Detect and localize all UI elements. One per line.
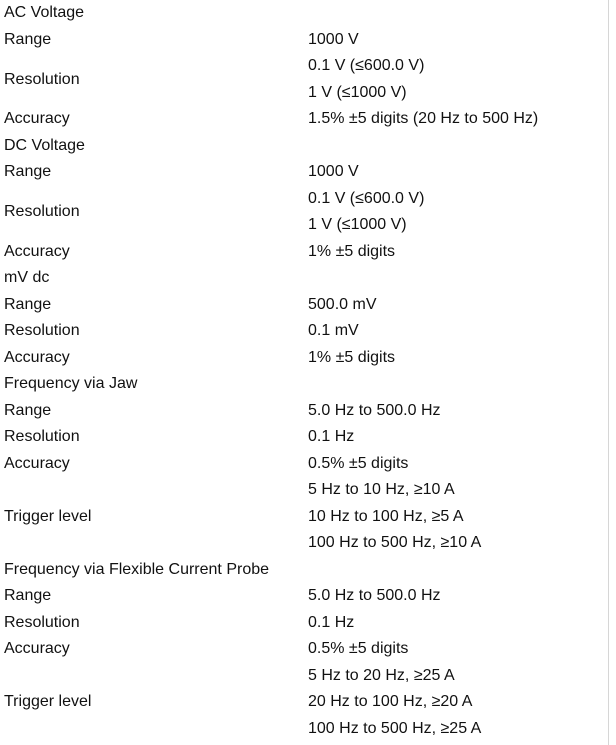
section-header-row <box>0 0 608 27</box>
spec-value: 0.1 V (≤600.0 V) <box>308 57 425 75</box>
spec-label: Range <box>4 401 52 419</box>
section-title: AC Voltage <box>4 4 85 22</box>
spec-label: Range <box>4 587 52 605</box>
spec-row <box>0 292 608 319</box>
spec-row <box>0 398 608 425</box>
spec-label: Resolution <box>4 613 80 631</box>
spec-label: Accuracy <box>4 242 70 260</box>
spec-value: 100 Hz to 500 Hz, ≥25 A <box>308 719 482 737</box>
spec-value: 1 V (≤1000 V) <box>308 216 407 234</box>
spec-label: Accuracy <box>4 348 70 366</box>
spec-value: 1000 V <box>308 163 359 181</box>
spec-label: Range <box>4 295 52 313</box>
spec-row <box>0 27 608 54</box>
spec-row <box>0 424 608 451</box>
spec-value: 1.5% ±5 digits (20 Hz to 500 Hz) <box>308 110 539 128</box>
section-title: Frequency via Jaw <box>4 375 138 393</box>
spec-value: 0.5% ±5 digits <box>308 454 409 472</box>
section-header-row <box>0 557 608 584</box>
spec-value: 5.0 Hz to 500.0 Hz <box>308 401 441 419</box>
spec-row <box>0 345 608 372</box>
spec-label: Accuracy <box>4 640 70 658</box>
spec-row <box>0 477 608 504</box>
spec-value: 5 Hz to 20 Hz, ≥25 A <box>308 666 455 684</box>
right-edge-divider <box>608 0 609 745</box>
section-header-row <box>0 133 608 160</box>
spec-label: Resolution <box>4 428 80 446</box>
spec-value: 5.0 Hz to 500.0 Hz <box>308 587 441 605</box>
spec-value: 0.1 Hz <box>308 428 355 446</box>
spec-row <box>0 53 608 80</box>
spec-value: 1000 V <box>308 30 359 48</box>
spec-value: 1% ±5 digits <box>308 242 396 260</box>
spec-row <box>0 610 608 637</box>
spec-label: Accuracy <box>4 454 70 472</box>
spec-label: Resolution <box>4 70 80 88</box>
section-title: mV dc <box>4 269 50 287</box>
section-header-row <box>0 371 608 398</box>
spec-label: Resolution <box>4 322 80 340</box>
spec-value: 1% ±5 digits <box>308 348 396 366</box>
spec-label: Range <box>4 163 52 181</box>
spec-label: Range <box>4 30 52 48</box>
spec-row <box>0 583 608 610</box>
spec-value: 10 Hz to 100 Hz, ≥5 A <box>308 507 464 525</box>
spec-label: Accuracy <box>4 110 70 128</box>
spec-label: Trigger level <box>4 507 92 525</box>
spec-row <box>0 636 608 663</box>
spec-value: 20 Hz to 100 Hz, ≥20 A <box>308 693 473 711</box>
spec-value: 0.1 mV <box>308 322 359 340</box>
spec-label: Resolution <box>4 203 80 220</box>
spec-value: 0.1 V (≤600.0 V) <box>308 189 425 207</box>
spec-row <box>0 451 608 478</box>
spec-value: 500.0 mV <box>308 295 377 313</box>
spec-row <box>0 239 608 266</box>
section-title: Frequency via Flexible Current Probe <box>4 560 270 578</box>
spec-row <box>0 663 608 690</box>
spec-value: 0.1 Hz <box>308 613 355 631</box>
spec-value: 100 Hz to 500 Hz, ≥10 A <box>308 534 482 552</box>
spec-value: 0.5% ±5 digits <box>308 640 409 658</box>
spec-row <box>0 318 608 345</box>
spec-row <box>0 106 608 133</box>
spec-row <box>0 159 608 186</box>
spec-value: 1 V (≤1000 V) <box>308 83 407 101</box>
spec-value: 5 Hz to 10 Hz, ≥10 A <box>308 481 455 499</box>
section-header-row <box>0 265 608 292</box>
spec-label: Trigger level <box>4 693 92 711</box>
spec-row <box>0 186 608 213</box>
section-title: DC Voltage <box>4 136 85 154</box>
